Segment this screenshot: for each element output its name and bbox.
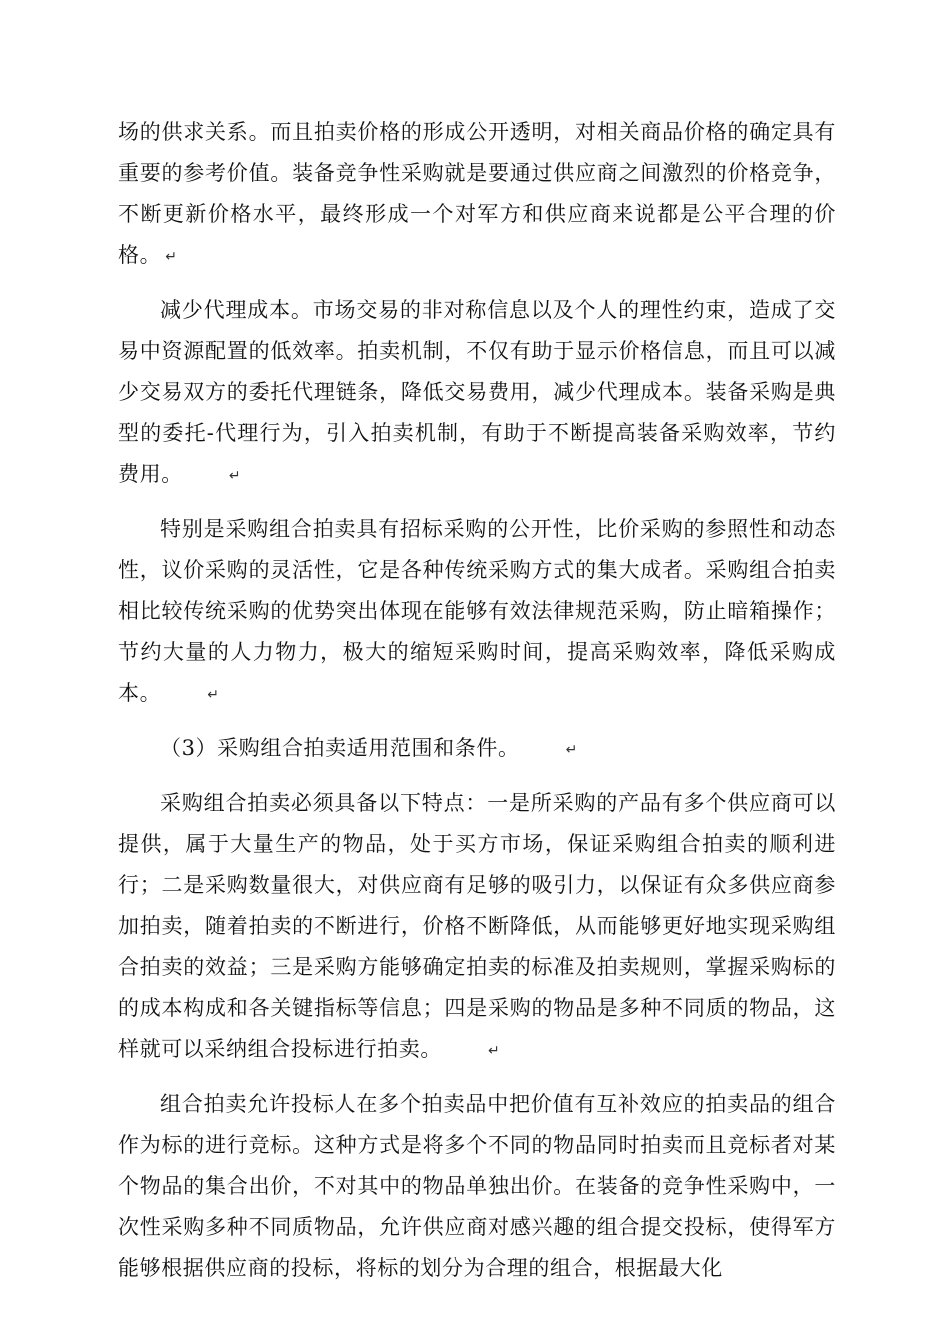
paragraph-text: 组合拍卖允许投标人在多个拍卖品中把价值有互补效应的拍卖品的组合作为标的进行竞标。这种方式是将多个不同的物品同时拍卖而且竞标者对某个物品的集合出价，不对其中的物品单独出价。在装备的竞争性采购中，一次性采购多种不同质物品，允许供应商对感兴趣的组合提交投标，使得军方能够根据供应商的投标，将标的划分为合理的组合，根据最大化 [118,1092,836,1280]
paragraph-mark-icon: ↵ [488,1043,500,1059]
paragraph-mark-icon: ↵ [565,742,578,758]
paragraph-agency-cost [118,290,836,498]
section-heading-scope [118,728,836,772]
paragraph-text: 场的供求关系。而且拍卖价格的形成公开透明，对相关商品价格的确定具有重要的参考价值。装备竞争性采购就是要通过供应商之间激烈的价格竞争，不断更新价格水平，最终形成一个对军方和供应商来说都是公平合理的价格。 [118,120,836,267]
paragraph-mark-icon: ↵ [228,468,241,484]
paragraph-text: 减少代理成本。市场交易的非对称信息以及个人的理性约束，造成了交易中资源配置的低效率。拍卖机制，不仅有助于显示价格信息，而且可以减少交易双方的委托代理链条，降低交易费用，减少代理成本。装备采购是典型的委托-代理行为，引入拍卖机制，有助于不断提高装备采购效率，节约费用。 [118,298,836,486]
document-body [118,112,836,1300]
paragraph-combinatorial-advantages [118,509,836,717]
paragraph-combinatorial-bidding [118,1084,836,1289]
paragraph-mark-icon: ↵ [165,249,177,265]
paragraph-mark-icon: ↵ [207,687,219,703]
paragraph-conditions [118,783,836,1073]
heading-text: （3）采购组合拍卖适用范围和条件。 [160,736,520,760]
paragraph-text: 特别是采购组合拍卖具有招标采购的公开性，比价采购的参照性和动态性，议价采购的灵活性，它是各种传统采购方式的集大成者。采购组合拍卖相比较传统采购的优势突出体现在能够有效法律规范采购，防止暗箱操作；节约大量的人力物力，极大的缩短采购时间，提高采购效率，降低采购成本。 [118,517,836,705]
paragraph-price-formation [118,112,836,279]
paragraph-text: 采购组合拍卖必须具备以下特点：一是所采购的产品有多个供应商可以提供，属于大量生产的物品，处于买方市场，保证采购组合拍卖的顺利进行；二是采购数量很大，对供应商有足够的吸引力，以保证有众多供应商参加拍卖，随着拍卖的不断进行，价格不断降低，从而能够更好地实现采购组合拍卖的效益；三是采购方能够确定拍卖的标准及拍卖规则，掌握采购标的的成本构成和各关键指标等信息；四是采购的物品是多种不同质的物品，这样就可以采纳组合投标进行拍卖。 [118,791,836,1061]
